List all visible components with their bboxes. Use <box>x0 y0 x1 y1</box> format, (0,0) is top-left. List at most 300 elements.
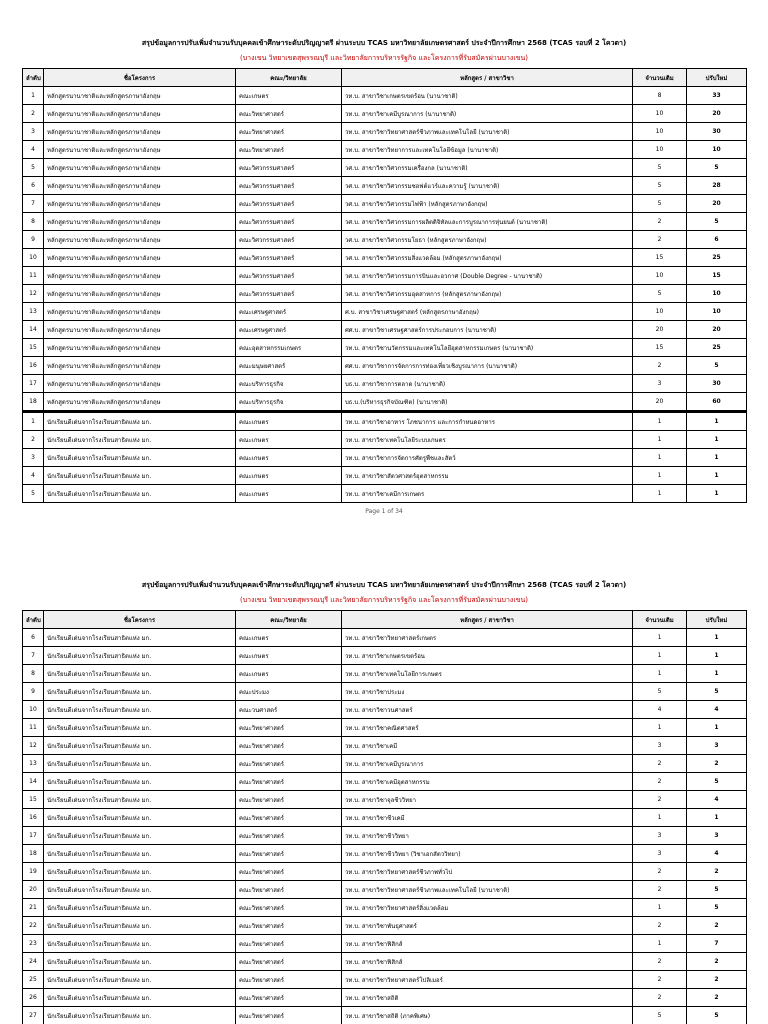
old-count-cell: 2 <box>633 863 687 881</box>
project-name-cell: หลักสูตรนานาชาติและหลักสูตรภาษาอังกฤษ <box>44 87 236 105</box>
row-number: 13 <box>23 303 44 321</box>
project-name-cell: นักเรียนดีเด่นจากโรงเรียนสาธิตแห่ง มก. <box>44 467 236 485</box>
new-count-cell: 2 <box>687 971 747 989</box>
row-number: 5 <box>23 159 44 177</box>
new-count-cell: 25 <box>687 249 747 267</box>
faculty-cell: คณะเกษตร <box>236 431 342 449</box>
new-count-cell: 5 <box>687 881 747 899</box>
program-cell: วศ.บ. สาขาวิชาวิศวกรรมไฟฟ้า (หลักสูตรภาษาอังกฤษ) <box>342 195 633 213</box>
faculty-cell: คณะเกษตร <box>236 665 342 683</box>
row-number: 16 <box>23 809 44 827</box>
old-count-cell: 2 <box>633 357 687 375</box>
program-cell: วท.บ. สาขาวิชาฟิสิกส์ <box>342 953 633 971</box>
new-count-cell: 5 <box>687 159 747 177</box>
table-row <box>23 213 747 231</box>
project-name-cell: หลักสูตรนานาชาติและหลักสูตรภาษาอังกฤษ <box>44 393 236 412</box>
project-name-cell: นักเรียนดีเด่นจากโรงเรียนสาธิตแห่ง มก. <box>44 755 236 773</box>
faculty-cell: คณะวนศาสตร์ <box>236 701 342 719</box>
table-row <box>23 953 747 971</box>
program-cell: วศ.บ. สาขาวิชาวิศวกรรมซอฟต์แวร์และความรู้ (นานาชาติ) <box>342 177 633 195</box>
row-number: 8 <box>23 213 44 231</box>
new-count-cell: 2 <box>687 953 747 971</box>
faculty-cell: คณะเกษตร <box>236 467 342 485</box>
table-row <box>23 375 747 393</box>
row-number: 11 <box>23 267 44 285</box>
faculty-cell: คณะวิทยาศาสตร์ <box>236 827 342 845</box>
project-name-cell: นักเรียนดีเด่นจากโรงเรียนสาธิตแห่ง มก. <box>44 665 236 683</box>
program-cell: ศศ.บ. สาขาวิชาการจัดการการท่องเที่ยวเชิงบูรณาการ (นานาชาติ) <box>342 357 633 375</box>
table-row <box>23 989 747 1007</box>
old-count-cell: 1 <box>633 485 687 503</box>
row-number: 14 <box>23 321 44 339</box>
faculty-cell: คณะประมง <box>236 683 342 701</box>
table-row <box>23 485 747 503</box>
table-body <box>23 629 747 1024</box>
project-name-cell: นักเรียนดีเด่นจากโรงเรียนสาธิตแห่ง มก. <box>44 701 236 719</box>
row-number: 2 <box>23 431 44 449</box>
new-count-cell: 1 <box>687 665 747 683</box>
old-count-cell: 10 <box>633 267 687 285</box>
table-header-row <box>23 611 747 629</box>
row-number: 6 <box>23 629 44 647</box>
project-name-cell: หลักสูตรนานาชาติและหลักสูตรภาษาอังกฤษ <box>44 285 236 303</box>
new-count-cell: 5 <box>687 357 747 375</box>
old-count-cell: 2 <box>633 917 687 935</box>
project-name-cell: หลักสูตรนานาชาติและหลักสูตรภาษาอังกฤษ <box>44 321 236 339</box>
faculty-cell: คณะเกษตร <box>236 412 342 431</box>
faculty-cell: คณะเกษตร <box>236 629 342 647</box>
row-number: 6 <box>23 177 44 195</box>
row-number: 13 <box>23 755 44 773</box>
old-count-cell: 20 <box>633 321 687 339</box>
faculty-cell: คณะเกษตร <box>236 647 342 665</box>
faculty-cell: คณะวิทยาศาสตร์ <box>236 935 342 953</box>
quota-table <box>22 610 747 1024</box>
faculty-cell: คณะวิทยาศาสตร์ <box>236 141 342 159</box>
faculty-cell: คณะวิศวกรรมศาสตร์ <box>236 231 342 249</box>
table-row <box>23 845 747 863</box>
old-count-cell: 2 <box>633 755 687 773</box>
program-cell: วท.บ. สาขาวิชาวิทยาศาสตร์สิ่งแวดล้อม <box>342 899 633 917</box>
new-count-cell: 28 <box>687 177 747 195</box>
new-count-cell: 30 <box>687 375 747 393</box>
document-title: สรุปข้อมูลการปรับเพิ่มจำนวนรับบุคคลเข้าศึกษาระดับปริญญาตรี ผ่านระบบ TCAS มหาวิทยาลัยเกษตรศาสตร์ ประจำปีการศึกษา 2568 (TCAS รอบที่ 2 โควตา) <box>141 581 627 589</box>
row-number: 17 <box>23 827 44 845</box>
new-count-cell: 4 <box>687 701 747 719</box>
header-no: ลำดับ <box>23 69 44 87</box>
faculty-cell: คณะอุตสาหกรรมเกษตร <box>236 339 342 357</box>
table-row <box>23 393 747 412</box>
old-count-cell: 15 <box>633 339 687 357</box>
project-name-cell: นักเรียนดีเด่นจากโรงเรียนสาธิตแห่ง มก. <box>44 1007 236 1024</box>
table-row <box>23 809 747 827</box>
program-cell: วท.บ. สาขาวิชาคณิตศาสตร์ <box>342 719 633 737</box>
row-number: 21 <box>23 899 44 917</box>
table-row <box>23 141 747 159</box>
old-count-cell: 2 <box>633 881 687 899</box>
row-number: 15 <box>23 791 44 809</box>
table-header-row <box>23 69 747 87</box>
project-name-cell: นักเรียนดีเด่นจากโรงเรียนสาธิตแห่ง มก. <box>44 431 236 449</box>
project-name-cell: นักเรียนดีเด่นจากโรงเรียนสาธิตแห่ง มก. <box>44 863 236 881</box>
program-cell: วท.บ. สาขาวิชาเกษตรเขตร้อน <box>342 647 633 665</box>
program-cell: วท.บ. สาขาวิชาสถิติ (ภาคพิเศษ) <box>342 1007 633 1024</box>
table-row <box>23 683 747 701</box>
program-cell: ศ.บ. สาขาวิชาเศรษฐศาสตร์ (หลักสูตรภาษาอังกฤษ) <box>342 303 633 321</box>
row-number: 22 <box>23 917 44 935</box>
row-number: 1 <box>23 87 44 105</box>
project-name-cell: นักเรียนดีเด่นจากโรงเรียนสาธิตแห่ง มก. <box>44 989 236 1007</box>
table-row <box>23 647 747 665</box>
program-cell: วท.บ. สาขาวิชาเกษตรเขตร้อน (นานาชาติ) <box>342 87 633 105</box>
new-count-cell: 1 <box>687 467 747 485</box>
old-count-cell: 3 <box>633 845 687 863</box>
table-row <box>23 773 747 791</box>
faculty-cell: คณะวิศวกรรมศาสตร์ <box>236 249 342 267</box>
row-number: 10 <box>23 701 44 719</box>
new-count-cell: 10 <box>687 285 747 303</box>
faculty-cell: คณะเกษตร <box>236 87 342 105</box>
new-count-cell: 1 <box>687 647 747 665</box>
row-number: 14 <box>23 773 44 791</box>
faculty-cell: คณะวิทยาศาสตร์ <box>236 755 342 773</box>
old-count-cell: 20 <box>633 393 687 412</box>
table-row <box>23 629 747 647</box>
table-row <box>23 899 747 917</box>
row-number: 19 <box>23 863 44 881</box>
program-cell: วศ.บ. สาขาวิชาวิศวกรรมโยธา (หลักสูตรภาษาอังกฤษ) <box>342 231 633 249</box>
table-row <box>23 791 747 809</box>
faculty-cell: คณะวิศวกรรมศาสตร์ <box>236 195 342 213</box>
old-count-cell: 2 <box>633 773 687 791</box>
new-count-cell: 2 <box>687 755 747 773</box>
old-count-cell: 5 <box>633 285 687 303</box>
project-name-cell: นักเรียนดีเด่นจากโรงเรียนสาธิตแห่ง มก. <box>44 953 236 971</box>
project-name-cell: นักเรียนดีเด่นจากโรงเรียนสาธิตแห่ง มก. <box>44 412 236 431</box>
new-count-cell: 4 <box>687 791 747 809</box>
program-cell: วท.บ. สาขาวิชาฟิสิกส์ <box>342 935 633 953</box>
project-name-cell: นักเรียนดีเด่นจากโรงเรียนสาธิตแห่ง มก. <box>44 971 236 989</box>
old-count-cell: 1 <box>633 647 687 665</box>
program-cell: ศศ.บ. สาขาวิชาเศรษฐศาสตร์การประกอบการ (นานาชาติ) <box>342 321 633 339</box>
faculty-cell: คณะวิทยาศาสตร์ <box>236 773 342 791</box>
faculty-cell: คณะเกษตร <box>236 449 342 467</box>
faculty-cell: คณะเกษตร <box>236 485 342 503</box>
old-count-cell: 5 <box>633 683 687 701</box>
faculty-cell: คณะเศรษฐศาสตร์ <box>236 303 342 321</box>
program-cell: วท.บ. สาขาวิชาเคมีบูรณาการ <box>342 755 633 773</box>
faculty-cell: คณะวิทยาศาสตร์ <box>236 989 342 1007</box>
project-name-cell: นักเรียนดีเด่นจากโรงเรียนสาธิตแห่ง มก. <box>44 647 236 665</box>
row-number: 26 <box>23 989 44 1007</box>
program-cell: บธ.บ. สาขาวิชาการตลาด (นานาชาติ) <box>342 375 633 393</box>
old-count-cell: 10 <box>633 141 687 159</box>
row-number: 18 <box>23 393 44 412</box>
project-name-cell: นักเรียนดีเด่นจากโรงเรียนสาธิตแห่ง มก. <box>44 917 236 935</box>
old-count-cell: 1 <box>633 467 687 485</box>
program-cell: วท.บ. สาขาวิชานวัตกรรมและเทคโนโลยีอุตสาหกรรมเกษตร (นานาชาติ) <box>342 339 633 357</box>
new-count-cell: 20 <box>687 195 747 213</box>
table-body <box>23 87 747 503</box>
program-cell: วท.บ. สาขาวิชาวิทยาการและเทคโนโลยีข้อมูล (นานาชาติ) <box>342 141 633 159</box>
old-count-cell: 10 <box>633 303 687 321</box>
faculty-cell: คณะวิทยาศาสตร์ <box>236 917 342 935</box>
row-number: 24 <box>23 953 44 971</box>
old-count-cell: 15 <box>633 249 687 267</box>
document-subtitle: (บางเขน วิทยาเขตสุพรรณบุรี และวิทยาลัยการบริหารรัฐกิจ และโครงการที่รับสมัครผ่านบางเขน) <box>239 54 529 62</box>
row-number: 4 <box>23 467 44 485</box>
row-number: 4 <box>23 141 44 159</box>
table-row <box>23 195 747 213</box>
new-count-cell: 3 <box>687 827 747 845</box>
project-name-cell: หลักสูตรนานาชาติและหลักสูตรภาษาอังกฤษ <box>44 141 236 159</box>
row-number: 12 <box>23 737 44 755</box>
old-count-cell: 2 <box>633 791 687 809</box>
new-count-cell: 10 <box>687 141 747 159</box>
new-count-cell: 2 <box>687 917 747 935</box>
faculty-cell: คณะวิทยาศาสตร์ <box>236 881 342 899</box>
project-name-cell: หลักสูตรนานาชาติและหลักสูตรภาษาอังกฤษ <box>44 213 236 231</box>
new-count-cell: 1 <box>687 485 747 503</box>
new-count-cell: 1 <box>687 809 747 827</box>
new-count-cell: 5 <box>687 773 747 791</box>
project-name-cell: นักเรียนดีเด่นจากโรงเรียนสาธิตแห่ง มก. <box>44 809 236 827</box>
new-count-cell: 15 <box>687 267 747 285</box>
table-row <box>23 231 747 249</box>
program-cell: วท.บ. สาขาวิชาเคมี <box>342 737 633 755</box>
program-cell: วท.บ. สาขาวิชาชีวเคมี <box>342 809 633 827</box>
row-number: 25 <box>23 971 44 989</box>
quota-table <box>22 68 747 503</box>
table-row <box>23 87 747 105</box>
project-name-cell: นักเรียนดีเด่นจากโรงเรียนสาธิตแห่ง มก. <box>44 791 236 809</box>
new-count-cell: 2 <box>687 989 747 1007</box>
old-count-cell: 5 <box>633 1007 687 1024</box>
new-count-cell: 1 <box>687 431 747 449</box>
program-cell: วท.บ. สาขาวิชาอาหาร โภชนาการ และการกำหนดอาหาร <box>342 412 633 431</box>
program-cell: วท.บ. สาขาวิชาวิทยาศาสตร์โปลิเมอร์ <box>342 971 633 989</box>
table-row <box>23 303 747 321</box>
table-row <box>23 177 747 195</box>
project-name-cell: นักเรียนดีเด่นจากโรงเรียนสาธิตแห่ง มก. <box>44 485 236 503</box>
project-name-cell: นักเรียนดีเด่นจากโรงเรียนสาธิตแห่ง มก. <box>44 899 236 917</box>
new-count-cell: 7 <box>687 935 747 953</box>
project-name-cell: หลักสูตรนานาชาติและหลักสูตรภาษาอังกฤษ <box>44 123 236 141</box>
faculty-cell: คณะวิทยาศาสตร์ <box>236 791 342 809</box>
faculty-cell: คณะวิทยาศาสตร์ <box>236 809 342 827</box>
row-number: 17 <box>23 375 44 393</box>
old-count-cell: 2 <box>633 989 687 1007</box>
old-count-cell: 1 <box>633 412 687 431</box>
program-cell: วศ.บ. สาขาวิชาวิศวกรรมการบินและอวกาศ (Double Degree - นานาชาติ) <box>342 267 633 285</box>
header-project: ชื่อโครงการ <box>44 611 236 629</box>
program-cell: วท.บ. สาขาวิชาสถิติ <box>342 989 633 1007</box>
program-cell: วท.บ. สาขาวิชาวิทยาศาสตร์ชีวภาพและเทคโนโลยี (นานาชาติ) <box>342 881 633 899</box>
old-count-cell: 5 <box>633 177 687 195</box>
project-name-cell: นักเรียนดีเด่นจากโรงเรียนสาธิตแห่ง มก. <box>44 737 236 755</box>
faculty-cell: คณะมนุษยศาสตร์ <box>236 357 342 375</box>
table-row <box>23 827 747 845</box>
project-name-cell: นักเรียนดีเด่นจากโรงเรียนสาธิตแห่ง มก. <box>44 629 236 647</box>
faculty-cell: คณะวิศวกรรมศาสตร์ <box>236 177 342 195</box>
table-row <box>23 467 747 485</box>
new-count-cell: 5 <box>687 213 747 231</box>
new-count-cell: 2 <box>687 863 747 881</box>
row-number: 1 <box>23 412 44 431</box>
row-number: 15 <box>23 339 44 357</box>
row-number: 10 <box>23 249 44 267</box>
header-old-count: จำนวนเดิม <box>633 611 687 629</box>
new-count-cell: 4 <box>687 845 747 863</box>
program-cell: วท.บ. สาขาวิชาประมง <box>342 683 633 701</box>
old-count-cell: 1 <box>633 431 687 449</box>
program-cell: วท.บ. สาขาวิชาชีววิทยา (วิชาเอกสัตววิทยา) <box>342 845 633 863</box>
project-name-cell: นักเรียนดีเด่นจากโรงเรียนสาธิตแห่ง มก. <box>44 881 236 899</box>
row-number: 5 <box>23 485 44 503</box>
project-name-cell: นักเรียนดีเด่นจากโรงเรียนสาธิตแห่ง มก. <box>44 845 236 863</box>
header-old-count: จำนวนเดิม <box>633 69 687 87</box>
program-cell: วท.บ. สาขาวิชาเทคโนโลยีการเกษตร <box>342 665 633 683</box>
program-cell: วท.บ. สาขาวิชาวิทยาศาสตร์เกษตร <box>342 629 633 647</box>
row-number: 20 <box>23 881 44 899</box>
table-row <box>23 737 747 755</box>
header-faculty: คณะ/วิทยาลัย <box>236 611 342 629</box>
new-count-cell: 20 <box>687 321 747 339</box>
new-count-cell: 60 <box>687 393 747 412</box>
table-row <box>23 701 747 719</box>
new-count-cell: 5 <box>687 683 747 701</box>
row-number: 16 <box>23 357 44 375</box>
old-count-cell: 3 <box>633 827 687 845</box>
program-cell: วท.บ. สาขาวิชาการจัดการศัตรูพืชและสัตว์ <box>342 449 633 467</box>
row-number: 8 <box>23 665 44 683</box>
table-row <box>23 105 747 123</box>
header-new-count: ปรับใหม่ <box>687 611 747 629</box>
table-row <box>23 863 747 881</box>
program-cell: วท.บ. สาขาวิชาเทคโนโลยีระบบเกษตร <box>342 431 633 449</box>
faculty-cell: คณะวิทยาศาสตร์ <box>236 105 342 123</box>
old-count-cell: 8 <box>633 87 687 105</box>
old-count-cell: 5 <box>633 159 687 177</box>
table-row <box>23 935 747 953</box>
new-count-cell: 5 <box>687 899 747 917</box>
row-number: 9 <box>23 683 44 701</box>
row-number: 3 <box>23 123 44 141</box>
new-count-cell: 33 <box>687 87 747 105</box>
faculty-cell: คณะวิศวกรรมศาสตร์ <box>236 267 342 285</box>
header-program: หลักสูตร / สาขาวิชา <box>342 69 633 87</box>
table-row <box>23 123 747 141</box>
table-row <box>23 755 747 773</box>
new-count-cell: 5 <box>687 1007 747 1024</box>
table-row <box>23 719 747 737</box>
table-row <box>23 917 747 935</box>
old-count-cell: 1 <box>633 629 687 647</box>
table-row <box>23 881 747 899</box>
program-cell: วท.บ. สาขาวิชาเคมีบูรณาการ (นานาชาติ) <box>342 105 633 123</box>
document-subtitle: (บางเขน วิทยาเขตสุพรรณบุรี และวิทยาลัยการบริหารรัฐกิจ และโครงการที่รับสมัครผ่านบางเขน) <box>239 596 529 604</box>
project-name-cell: หลักสูตรนานาชาติและหลักสูตรภาษาอังกฤษ <box>44 339 236 357</box>
program-cell: วท.บ. สาขาวิชาพันธุศาสตร์ <box>342 917 633 935</box>
table-row <box>23 339 747 357</box>
row-number: 23 <box>23 935 44 953</box>
header-program: หลักสูตร / สาขาวิชา <box>342 611 633 629</box>
new-count-cell: 30 <box>687 123 747 141</box>
new-count-cell: 3 <box>687 737 747 755</box>
page-footer: Page 1 of 34 <box>365 508 403 515</box>
table-row <box>23 249 747 267</box>
old-count-cell: 2 <box>633 971 687 989</box>
faculty-cell: คณะวิทยาศาสตร์ <box>236 845 342 863</box>
row-number: 9 <box>23 231 44 249</box>
old-count-cell: 2 <box>633 231 687 249</box>
old-count-cell: 2 <box>633 953 687 971</box>
header-new-count: ปรับใหม่ <box>687 69 747 87</box>
table-row <box>23 357 747 375</box>
old-count-cell: 10 <box>633 123 687 141</box>
faculty-cell: คณะเศรษฐศาสตร์ <box>236 321 342 339</box>
program-cell: บธ.บ.(บริหารธุรกิจบัณฑิต) (นานาชาติ) <box>342 393 633 412</box>
table-row <box>23 449 747 467</box>
project-name-cell: หลักสูตรนานาชาติและหลักสูตรภาษาอังกฤษ <box>44 231 236 249</box>
project-name-cell: นักเรียนดีเด่นจากโรงเรียนสาธิตแห่ง มก. <box>44 719 236 737</box>
new-count-cell: 6 <box>687 231 747 249</box>
old-count-cell: 10 <box>633 105 687 123</box>
faculty-cell: คณะวิทยาศาสตร์ <box>236 737 342 755</box>
project-name-cell: หลักสูตรนานาชาติและหลักสูตรภาษาอังกฤษ <box>44 105 236 123</box>
project-name-cell: หลักสูตรนานาชาติและหลักสูตรภาษาอังกฤษ <box>44 303 236 321</box>
row-number: 11 <box>23 719 44 737</box>
row-number: 12 <box>23 285 44 303</box>
faculty-cell: คณะบริหารธุรกิจ <box>236 375 342 393</box>
new-count-cell: 1 <box>687 629 747 647</box>
program-cell: วท.บ. สาขาวิชาสัตวศาสตร์อุตสาหกรรม <box>342 467 633 485</box>
row-number: 18 <box>23 845 44 863</box>
table-row <box>23 971 747 989</box>
program-cell: วท.บ. สาขาวิชาชีววิทยา <box>342 827 633 845</box>
row-number: 2 <box>23 105 44 123</box>
program-cell: วศ.บ. สาขาวิชาวิศวกรรมเครื่องกล (นานาชาติ) <box>342 159 633 177</box>
faculty-cell: คณะวิทยาศาสตร์ <box>236 863 342 881</box>
project-name-cell: นักเรียนดีเด่นจากโรงเรียนสาธิตแห่ง มก. <box>44 773 236 791</box>
new-count-cell: 20 <box>687 105 747 123</box>
program-cell: วท.บ. สาขาวิชาเคมีการเกษตร <box>342 485 633 503</box>
old-count-cell: 1 <box>633 449 687 467</box>
faculty-cell: คณะวิศวกรรมศาสตร์ <box>236 213 342 231</box>
row-number: 7 <box>23 195 44 213</box>
page-2 <box>0 540 768 1024</box>
new-count-cell: 1 <box>687 449 747 467</box>
new-count-cell: 1 <box>687 719 747 737</box>
old-count-cell: 5 <box>633 195 687 213</box>
old-count-cell: 3 <box>633 737 687 755</box>
faculty-cell: คณะวิทยาศาสตร์ <box>236 953 342 971</box>
faculty-cell: คณะวิศวกรรมศาสตร์ <box>236 159 342 177</box>
old-count-cell: 4 <box>633 701 687 719</box>
program-cell: วท.บ. สาขาวิชาวนศาสตร์ <box>342 701 633 719</box>
old-count-cell: 3 <box>633 375 687 393</box>
new-count-cell: 25 <box>687 339 747 357</box>
table-row <box>23 285 747 303</box>
table-row <box>23 412 747 431</box>
program-cell: วศ.บ. สาขาวิชาวิศวกรรมอุตสาหการ (หลักสูตรภาษาอังกฤษ) <box>342 285 633 303</box>
project-name-cell: หลักสูตรนานาชาติและหลักสูตรภาษาอังกฤษ <box>44 195 236 213</box>
project-name-cell: นักเรียนดีเด่นจากโรงเรียนสาธิตแห่ง มก. <box>44 683 236 701</box>
project-name-cell: นักเรียนดีเด่นจากโรงเรียนสาธิตแห่ง มก. <box>44 935 236 953</box>
project-name-cell: หลักสูตรนานาชาติและหลักสูตรภาษาอังกฤษ <box>44 357 236 375</box>
old-count-cell: 1 <box>633 809 687 827</box>
header-faculty: คณะ/วิทยาลัย <box>236 69 342 87</box>
